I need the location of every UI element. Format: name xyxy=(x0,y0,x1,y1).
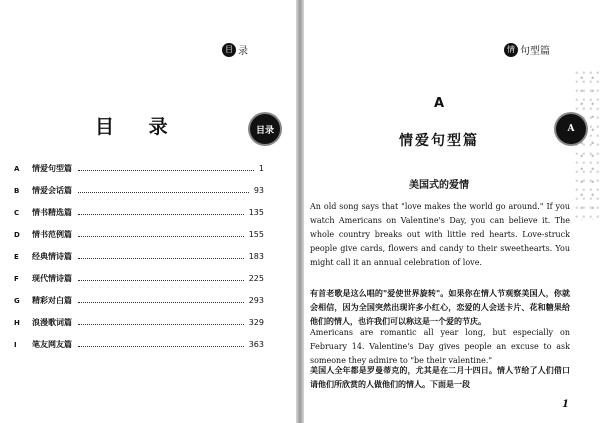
book-spine xyxy=(296,0,304,423)
subsection-title: 美国式的爱情 xyxy=(409,180,469,191)
header-text: 录 xyxy=(238,46,248,57)
toc-entry[interactable] xyxy=(14,273,264,295)
toc-entry[interactable] xyxy=(14,185,264,207)
english-paragraph: Americans are romantic all year long, but especially on February 14. Valentine's Day gives people an excuse to ask someone they admire to "be their valentine." xyxy=(310,328,570,365)
toc-name: 精彩对白篇 xyxy=(32,295,72,305)
toc-entry[interactable] xyxy=(14,163,264,185)
toc-title: 目 录 xyxy=(95,116,182,138)
leader-dots xyxy=(78,324,244,325)
toc-page: 155 xyxy=(248,230,264,239)
leader-dots xyxy=(78,258,244,259)
toc-letter: B xyxy=(14,187,20,195)
toc-entry[interactable] xyxy=(14,229,264,251)
chapter-tab: 目录 xyxy=(250,114,280,144)
toc-letter: I xyxy=(14,341,17,349)
chinese-paragraph: 有首老歌是这么唱的"爱使世界旋转"。如果你在情人节观察美国人，你就会相信，因为全国突然出现许多小红心，恋爱的人会送卡片、花和糖果给他们的情人，也许我们可以称这是一个爱的节庆。 xyxy=(310,288,570,326)
header-text: 句型篇 xyxy=(520,46,550,57)
toc-entry[interactable] xyxy=(14,207,264,229)
toc-name: 现代情诗篇 xyxy=(32,273,72,283)
toc-name: 浪漫歌词篇 xyxy=(32,317,72,327)
toc-name: 笔友网友篇 xyxy=(32,339,72,349)
leader-dots xyxy=(78,302,244,303)
toc-letter: C xyxy=(14,209,20,217)
chapter-tab: A xyxy=(556,114,586,144)
toc-entry[interactable] xyxy=(14,317,264,339)
toc-page: 329 xyxy=(248,318,264,327)
header-badge: 目 xyxy=(222,43,236,57)
leader-dots xyxy=(78,236,244,237)
toc-page: 293 xyxy=(248,296,264,305)
leader-dots xyxy=(78,214,244,215)
toc-page: 1 xyxy=(258,164,264,173)
toc-page: 225 xyxy=(248,274,264,283)
toc-name: 经典情诗篇 xyxy=(32,251,72,261)
toc-entry[interactable] xyxy=(14,339,264,361)
right-page xyxy=(304,0,600,423)
toc-name: 情书精选篇 xyxy=(32,207,72,217)
table-of-contents xyxy=(14,163,264,361)
running-header xyxy=(222,42,248,57)
toc-name: 情爱句型篇 xyxy=(32,163,72,173)
toc-letter: F xyxy=(14,275,19,283)
toc-entry[interactable] xyxy=(14,295,264,317)
toc-letter: H xyxy=(14,319,20,327)
leader-dots xyxy=(78,280,244,281)
toc-page: 183 xyxy=(248,252,264,261)
toc-letter: D xyxy=(14,231,20,239)
leader-dots xyxy=(78,192,249,193)
left-page xyxy=(0,0,296,423)
toc-name: 情书范例篇 xyxy=(32,229,72,239)
running-header xyxy=(504,42,550,57)
section-title: 情爱句型篇 xyxy=(399,133,479,149)
toc-letter: A xyxy=(14,165,20,173)
toc-name: 情爱会话篇 xyxy=(32,185,72,195)
chinese-paragraph: 美国人全年都是罗曼蒂克的，尤其是在二月十四日。情人节给了人们借口请他们所欣赏的人做他们的情人。下面是一段 xyxy=(310,365,570,389)
leader-dots xyxy=(78,346,244,347)
toc-letter: G xyxy=(14,297,20,305)
edge-speckle xyxy=(574,70,600,220)
section-letter: A xyxy=(433,96,445,111)
toc-page: 93 xyxy=(253,186,264,195)
toc-entry[interactable] xyxy=(14,251,264,273)
leader-dots xyxy=(78,170,254,171)
toc-page: 135 xyxy=(248,208,264,217)
header-badge: 情 xyxy=(504,43,518,57)
toc-letter: E xyxy=(14,253,19,261)
page-number: 1 xyxy=(562,399,569,410)
toc-page: 363 xyxy=(248,340,264,349)
english-paragraph: An old song says that "love makes the world go around." If you watch Americans on Valentine's Day, you can believe it. The whole country breaks out with little red hearts. Love-struck people give cards, flowers and candy to their sweethearts. You might call it an annual celebration of love. xyxy=(310,202,570,267)
